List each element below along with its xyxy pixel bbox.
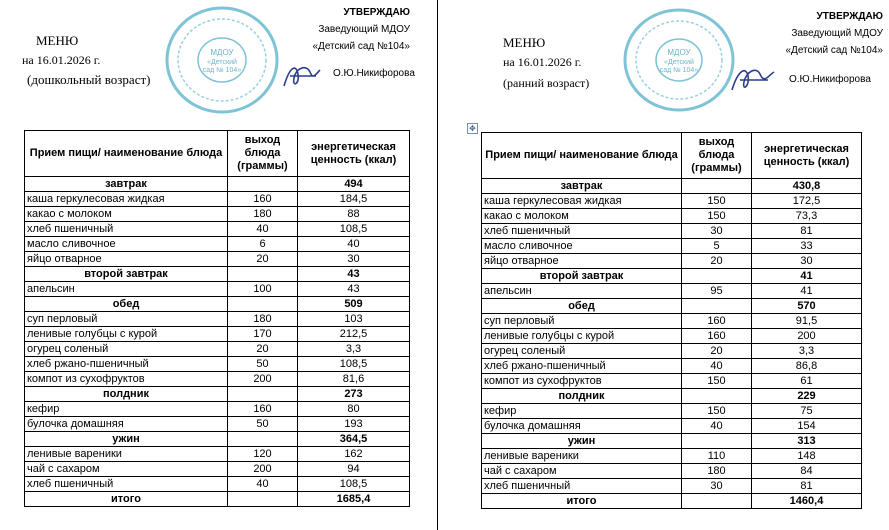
dish-energy: 162 <box>298 447 410 462</box>
menu-title: МЕНЮ <box>503 35 546 50</box>
dish-name: кефир <box>482 404 682 419</box>
dish-energy: 94 <box>298 462 410 477</box>
dish-energy: 81,6 <box>298 372 410 387</box>
dish-name: чай с сахаром <box>25 462 228 477</box>
svg-text:МДОУ: МДОУ <box>667 48 691 57</box>
dish-energy: 30 <box>298 252 410 267</box>
signer-name: О.Ю.Никифорова <box>333 68 415 79</box>
menu-preschool-panel <box>0 0 437 530</box>
dish-weight: 160 <box>228 402 298 417</box>
meal-weight <box>228 432 298 447</box>
approve-heading: УТВЕРЖДАЮ <box>816 11 883 22</box>
meal-name: второй завтрак <box>482 269 682 284</box>
dish-name: огурец соленый <box>25 342 228 357</box>
dish-row <box>482 359 862 374</box>
svg-text:сад № 104»: сад № 104» <box>202 67 242 74</box>
dish-energy: 75 <box>752 404 862 419</box>
dish-weight: 20 <box>228 342 298 357</box>
approve-position: Заведующий МДОУ <box>318 24 410 35</box>
meal-section-row <box>25 267 410 282</box>
dish-weight: 160 <box>228 192 298 207</box>
meal-name: завтрак <box>25 177 228 192</box>
meal-energy-total: 509 <box>298 297 410 312</box>
meal-energy-total: 273 <box>298 387 410 402</box>
dish-row <box>482 194 862 209</box>
dish-name: каша геркулесовая жидкая <box>482 194 682 209</box>
dish-weight: 200 <box>228 372 298 387</box>
meal-name: обед <box>25 297 228 312</box>
dish-weight: 20 <box>682 254 752 269</box>
dish-row <box>482 419 862 434</box>
meal-energy-total: 41 <box>752 269 862 284</box>
column-header-meal: Прием пищи/ наименование блюда <box>482 133 682 179</box>
menu-table <box>481 132 862 509</box>
dish-row <box>25 462 410 477</box>
dish-row <box>25 357 410 372</box>
dish-energy: 86,8 <box>752 359 862 374</box>
signature <box>728 62 784 96</box>
dish-row <box>25 252 410 267</box>
dish-weight: 160 <box>682 314 752 329</box>
dish-weight: 40 <box>228 222 298 237</box>
column-header-meal: Прием пищи/ наименование блюда <box>25 131 228 177</box>
meal-name: полдник <box>482 389 682 404</box>
dish-name: кефир <box>25 402 228 417</box>
dish-energy: 40 <box>298 237 410 252</box>
dish-name: суп перловый <box>25 312 228 327</box>
meal-energy-total: 1685,4 <box>298 492 410 507</box>
dish-name: хлеб ржано-пшеничный <box>25 357 228 372</box>
dish-row <box>25 192 410 207</box>
approval-block <box>290 4 410 55</box>
meal-section-row <box>482 434 862 449</box>
dish-name: суп перловый <box>482 314 682 329</box>
dish-weight: 180 <box>682 464 752 479</box>
svg-text:МДОУ: МДОУ <box>210 48 234 57</box>
column-header-energy: энергетическая ценность (ккал) <box>752 133 862 179</box>
dish-name: булочка домашняя <box>25 417 228 432</box>
meal-energy-total: 1460,4 <box>752 494 862 509</box>
meal-section-row <box>482 269 862 284</box>
dish-weight: 160 <box>682 329 752 344</box>
approve-organization: «Детский сад №104» <box>312 41 410 52</box>
meal-name: завтрак <box>482 179 682 194</box>
meal-energy-total: 570 <box>752 299 862 314</box>
meal-name: обед <box>482 299 682 314</box>
meal-name: второй завтрак <box>25 267 228 282</box>
dish-energy: 172,5 <box>752 194 862 209</box>
dish-row <box>482 464 862 479</box>
meal-weight <box>682 179 752 194</box>
dish-weight: 120 <box>228 447 298 462</box>
dish-row <box>482 479 862 494</box>
table-header-row <box>482 133 862 179</box>
dish-weight: 150 <box>682 374 752 389</box>
dish-name: яйцо отварное <box>25 252 228 267</box>
signer-name: О.Ю.Никифорова <box>789 74 871 85</box>
menu-age-group: (ранний возраст) <box>503 76 590 90</box>
dish-row <box>482 344 862 359</box>
dish-weight: 20 <box>228 252 298 267</box>
dish-row <box>25 402 410 417</box>
dish-energy: 33 <box>752 239 862 254</box>
dish-energy: 88 <box>298 207 410 222</box>
dish-weight: 95 <box>682 284 752 299</box>
dish-energy: 30 <box>752 254 862 269</box>
meal-energy-total: 43 <box>298 267 410 282</box>
dish-row <box>25 447 410 462</box>
dish-name: хлеб пшеничный <box>482 224 682 239</box>
meal-weight <box>682 299 752 314</box>
dish-name: апельсин <box>25 282 228 297</box>
dish-weight: 200 <box>228 462 298 477</box>
dish-energy: 154 <box>752 419 862 434</box>
column-header-energy: энергетическая ценность (ккал) <box>298 131 410 177</box>
dish-energy: 108,5 <box>298 477 410 492</box>
dish-energy: 81 <box>752 479 862 494</box>
column-header-weight: выход блюда (граммы) <box>228 131 298 177</box>
menu-table <box>24 130 410 507</box>
meal-energy-total: 364,5 <box>298 432 410 447</box>
meal-section-row <box>25 387 410 402</box>
dish-weight: 180 <box>228 207 298 222</box>
dish-name: компот из сухофруктов <box>482 374 682 389</box>
dish-energy: 108,5 <box>298 357 410 372</box>
dish-energy: 200 <box>752 329 862 344</box>
dish-row <box>25 372 410 387</box>
approve-organization: «Детский сад №104» <box>785 45 883 56</box>
dish-name: хлеб ржано-пшеничный <box>482 359 682 374</box>
meal-section-row <box>482 494 862 509</box>
dish-energy: 3,3 <box>298 342 410 357</box>
dish-weight: 180 <box>228 312 298 327</box>
meal-weight <box>228 297 298 312</box>
dish-row <box>482 224 862 239</box>
dish-energy: 184,5 <box>298 192 410 207</box>
meal-weight <box>682 494 752 509</box>
dish-name: масло сливочное <box>25 237 228 252</box>
meal-weight <box>228 387 298 402</box>
column-header-weight: выход блюда (граммы) <box>682 133 752 179</box>
dish-name: ленивые вареники <box>482 449 682 464</box>
svg-text:«Детский: «Детский <box>207 59 237 66</box>
dish-name: компот из сухофруктов <box>25 372 228 387</box>
dish-row <box>482 239 862 254</box>
meal-name: ужин <box>25 432 228 447</box>
dish-energy: 91,5 <box>752 314 862 329</box>
dish-energy: 212,5 <box>298 327 410 342</box>
dish-energy: 81 <box>752 224 862 239</box>
dish-name: каша геркулесовая жидкая <box>25 192 228 207</box>
dish-weight: 5 <box>682 239 752 254</box>
meal-section-row <box>482 179 862 194</box>
approve-position: Заведующий МДОУ <box>791 28 883 39</box>
dish-weight: 30 <box>682 479 752 494</box>
dish-row <box>25 417 410 432</box>
meal-section-row <box>482 389 862 404</box>
menu-title: МЕНЮ <box>36 33 79 48</box>
table-move-handle-icon[interactable]: ✥ <box>467 123 478 134</box>
dish-row <box>482 449 862 464</box>
dish-row <box>25 282 410 297</box>
menu-early-age-panel <box>438 0 889 530</box>
dish-row <box>482 404 862 419</box>
meal-weight <box>228 267 298 282</box>
dish-name: яйцо отварное <box>482 254 682 269</box>
menu-date: на 16.01.2026 г. <box>22 53 101 67</box>
dish-name: огурец соленый <box>482 344 682 359</box>
dish-row <box>25 342 410 357</box>
dish-row <box>482 314 862 329</box>
dish-row <box>25 327 410 342</box>
dish-name: хлеб пшеничный <box>25 222 228 237</box>
svg-text:сад № 104»: сад № 104» <box>659 67 699 74</box>
dish-weight: 30 <box>682 224 752 239</box>
dish-row <box>25 477 410 492</box>
official-stamp <box>621 6 737 114</box>
dish-name: ленивые голубцы с курой <box>482 329 682 344</box>
meal-section-row <box>25 492 410 507</box>
dish-weight: 100 <box>228 282 298 297</box>
meal-weight <box>682 389 752 404</box>
dish-name: хлеб пшеничный <box>25 477 228 492</box>
meal-section-row <box>482 299 862 314</box>
dish-name: масло сливочное <box>482 239 682 254</box>
dish-weight: 50 <box>228 417 298 432</box>
dish-weight: 6 <box>228 237 298 252</box>
dish-weight: 40 <box>228 477 298 492</box>
dish-row <box>482 374 862 389</box>
meal-section-row <box>25 432 410 447</box>
dish-name: чай с сахаром <box>482 464 682 479</box>
dish-weight: 150 <box>682 404 752 419</box>
dish-row <box>25 237 410 252</box>
dish-name: ленивые голубцы с курой <box>25 327 228 342</box>
dish-row <box>25 312 410 327</box>
dish-weight: 110 <box>682 449 752 464</box>
meal-energy-total: 313 <box>752 434 862 449</box>
dish-energy: 84 <box>752 464 862 479</box>
dish-name: хлеб пшеничный <box>482 479 682 494</box>
table-header-row <box>25 131 410 177</box>
dish-weight: 150 <box>682 194 752 209</box>
dish-row <box>25 207 410 222</box>
signature <box>280 60 330 92</box>
approval-block <box>778 8 883 59</box>
menu-age-group: (дошкольный возраст) <box>27 72 151 87</box>
dish-energy: 80 <box>298 402 410 417</box>
dish-energy: 108,5 <box>298 222 410 237</box>
dish-energy: 73,3 <box>752 209 862 224</box>
meal-section-row <box>25 297 410 312</box>
dish-weight: 150 <box>682 209 752 224</box>
dish-row <box>482 254 862 269</box>
dish-row <box>25 222 410 237</box>
svg-text:«Детский: «Детский <box>664 59 694 66</box>
meal-weight <box>682 434 752 449</box>
dish-weight: 40 <box>682 419 752 434</box>
approve-heading: УТВЕРЖДАЮ <box>343 7 410 18</box>
dish-energy: 43 <box>298 282 410 297</box>
official-stamp <box>163 4 281 116</box>
dish-energy: 148 <box>752 449 862 464</box>
meal-name: итого <box>482 494 682 509</box>
meal-energy-total: 430,8 <box>752 179 862 194</box>
meal-energy-total: 494 <box>298 177 410 192</box>
dish-weight: 40 <box>682 359 752 374</box>
menu-date: на 16.01.2026 г. <box>503 55 582 69</box>
meal-weight <box>682 269 752 284</box>
dish-name: какао с молоком <box>25 207 228 222</box>
dish-row <box>482 329 862 344</box>
dish-weight: 170 <box>228 327 298 342</box>
meal-weight <box>228 492 298 507</box>
meal-name: ужин <box>482 434 682 449</box>
dish-energy: 193 <box>298 417 410 432</box>
meal-name: полдник <box>25 387 228 402</box>
dish-row <box>482 209 862 224</box>
dish-weight: 50 <box>228 357 298 372</box>
dish-energy: 3,3 <box>752 344 862 359</box>
dish-name: апельсин <box>482 284 682 299</box>
dish-name: ленивые вареники <box>25 447 228 462</box>
meal-energy-total: 229 <box>752 389 862 404</box>
dish-row <box>482 284 862 299</box>
dish-name: какао с молоком <box>482 209 682 224</box>
dish-weight: 20 <box>682 344 752 359</box>
meal-name: итого <box>25 492 228 507</box>
dish-energy: 103 <box>298 312 410 327</box>
meal-section-row <box>25 177 410 192</box>
dish-energy: 41 <box>752 284 862 299</box>
dish-energy: 61 <box>752 374 862 389</box>
meal-weight <box>228 177 298 192</box>
dish-name: булочка домашняя <box>482 419 682 434</box>
